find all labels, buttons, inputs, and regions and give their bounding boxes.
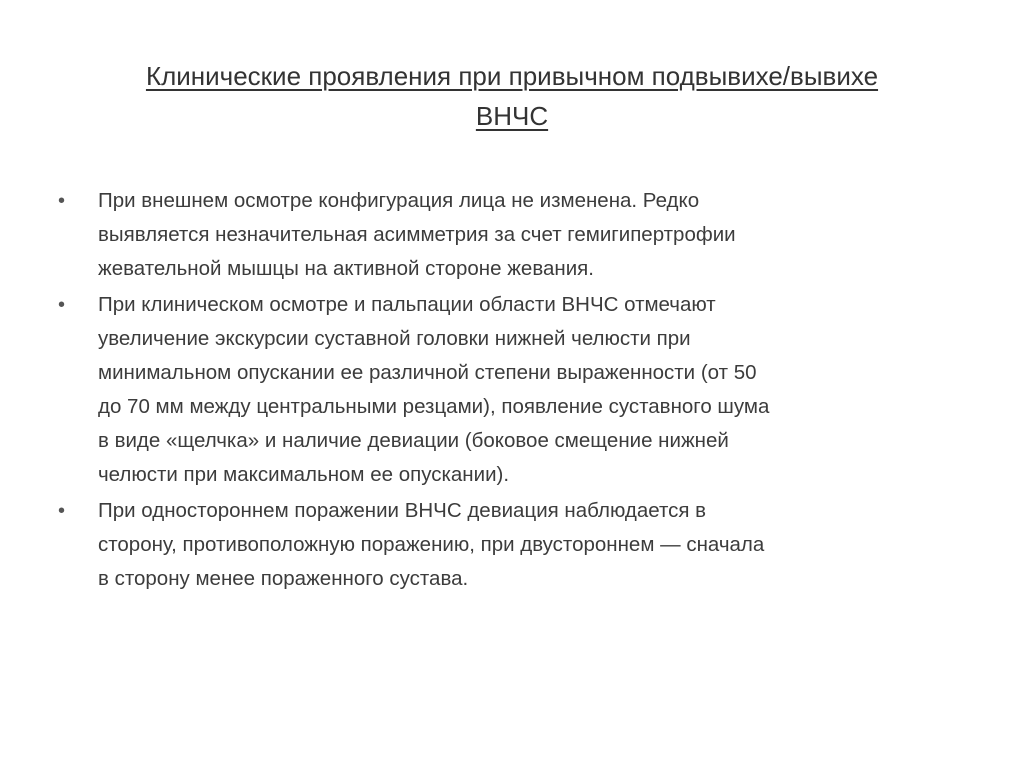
title-line-1: Клинические проявления при привычном подвывихе/вывихе <box>145 61 879 91</box>
bullet-line: При одностороннем поражении ВНЧС девиация наблюдается в <box>98 499 707 522</box>
bullet-list <box>58 184 968 598</box>
bullet-text <box>98 288 968 492</box>
slide-title <box>40 56 984 136</box>
bullet-line: выявляется незначительная асимметрия за счет гемигипертрофии <box>98 223 736 246</box>
bullet-text <box>98 494 968 596</box>
bullet-item <box>58 288 968 492</box>
bullet-line: увеличение экскурсии суставной головки нижней челюсти при <box>98 327 691 350</box>
bullet-line: При внешнем осмотре конфигурация лица не изменена. Редко <box>98 189 700 212</box>
bullet-marker: • <box>58 190 66 212</box>
bullet-text <box>98 184 968 286</box>
bullet-item <box>58 494 968 596</box>
bullet-line: При клиническом осмотре и пальпации области ВНЧС отмечают <box>98 293 716 316</box>
title-line-2: ВНЧС <box>475 101 549 131</box>
bullet-line: сторону, противоположную поражению, при двустороннем — сначала <box>98 533 765 556</box>
bullet-item <box>58 184 968 286</box>
bullet-line: минимальном опускании ее различной степени выраженности (от 50 <box>98 361 757 384</box>
bullet-line: челюсти при максимальном ее опускании). <box>98 463 510 486</box>
bullet-line: в сторону менее пораженного сустава. <box>98 567 469 590</box>
bullet-line: в виде «щелчка» и наличие девиации (боковое смещение нижней <box>98 429 729 452</box>
bullet-line: до 70 мм между центральными резцами), появление суставного шума <box>98 395 770 418</box>
bullet-marker: • <box>58 294 66 316</box>
bullet-marker: • <box>58 500 66 522</box>
bullet-line: жевательной мышцы на активной стороне жевания. <box>98 257 594 280</box>
